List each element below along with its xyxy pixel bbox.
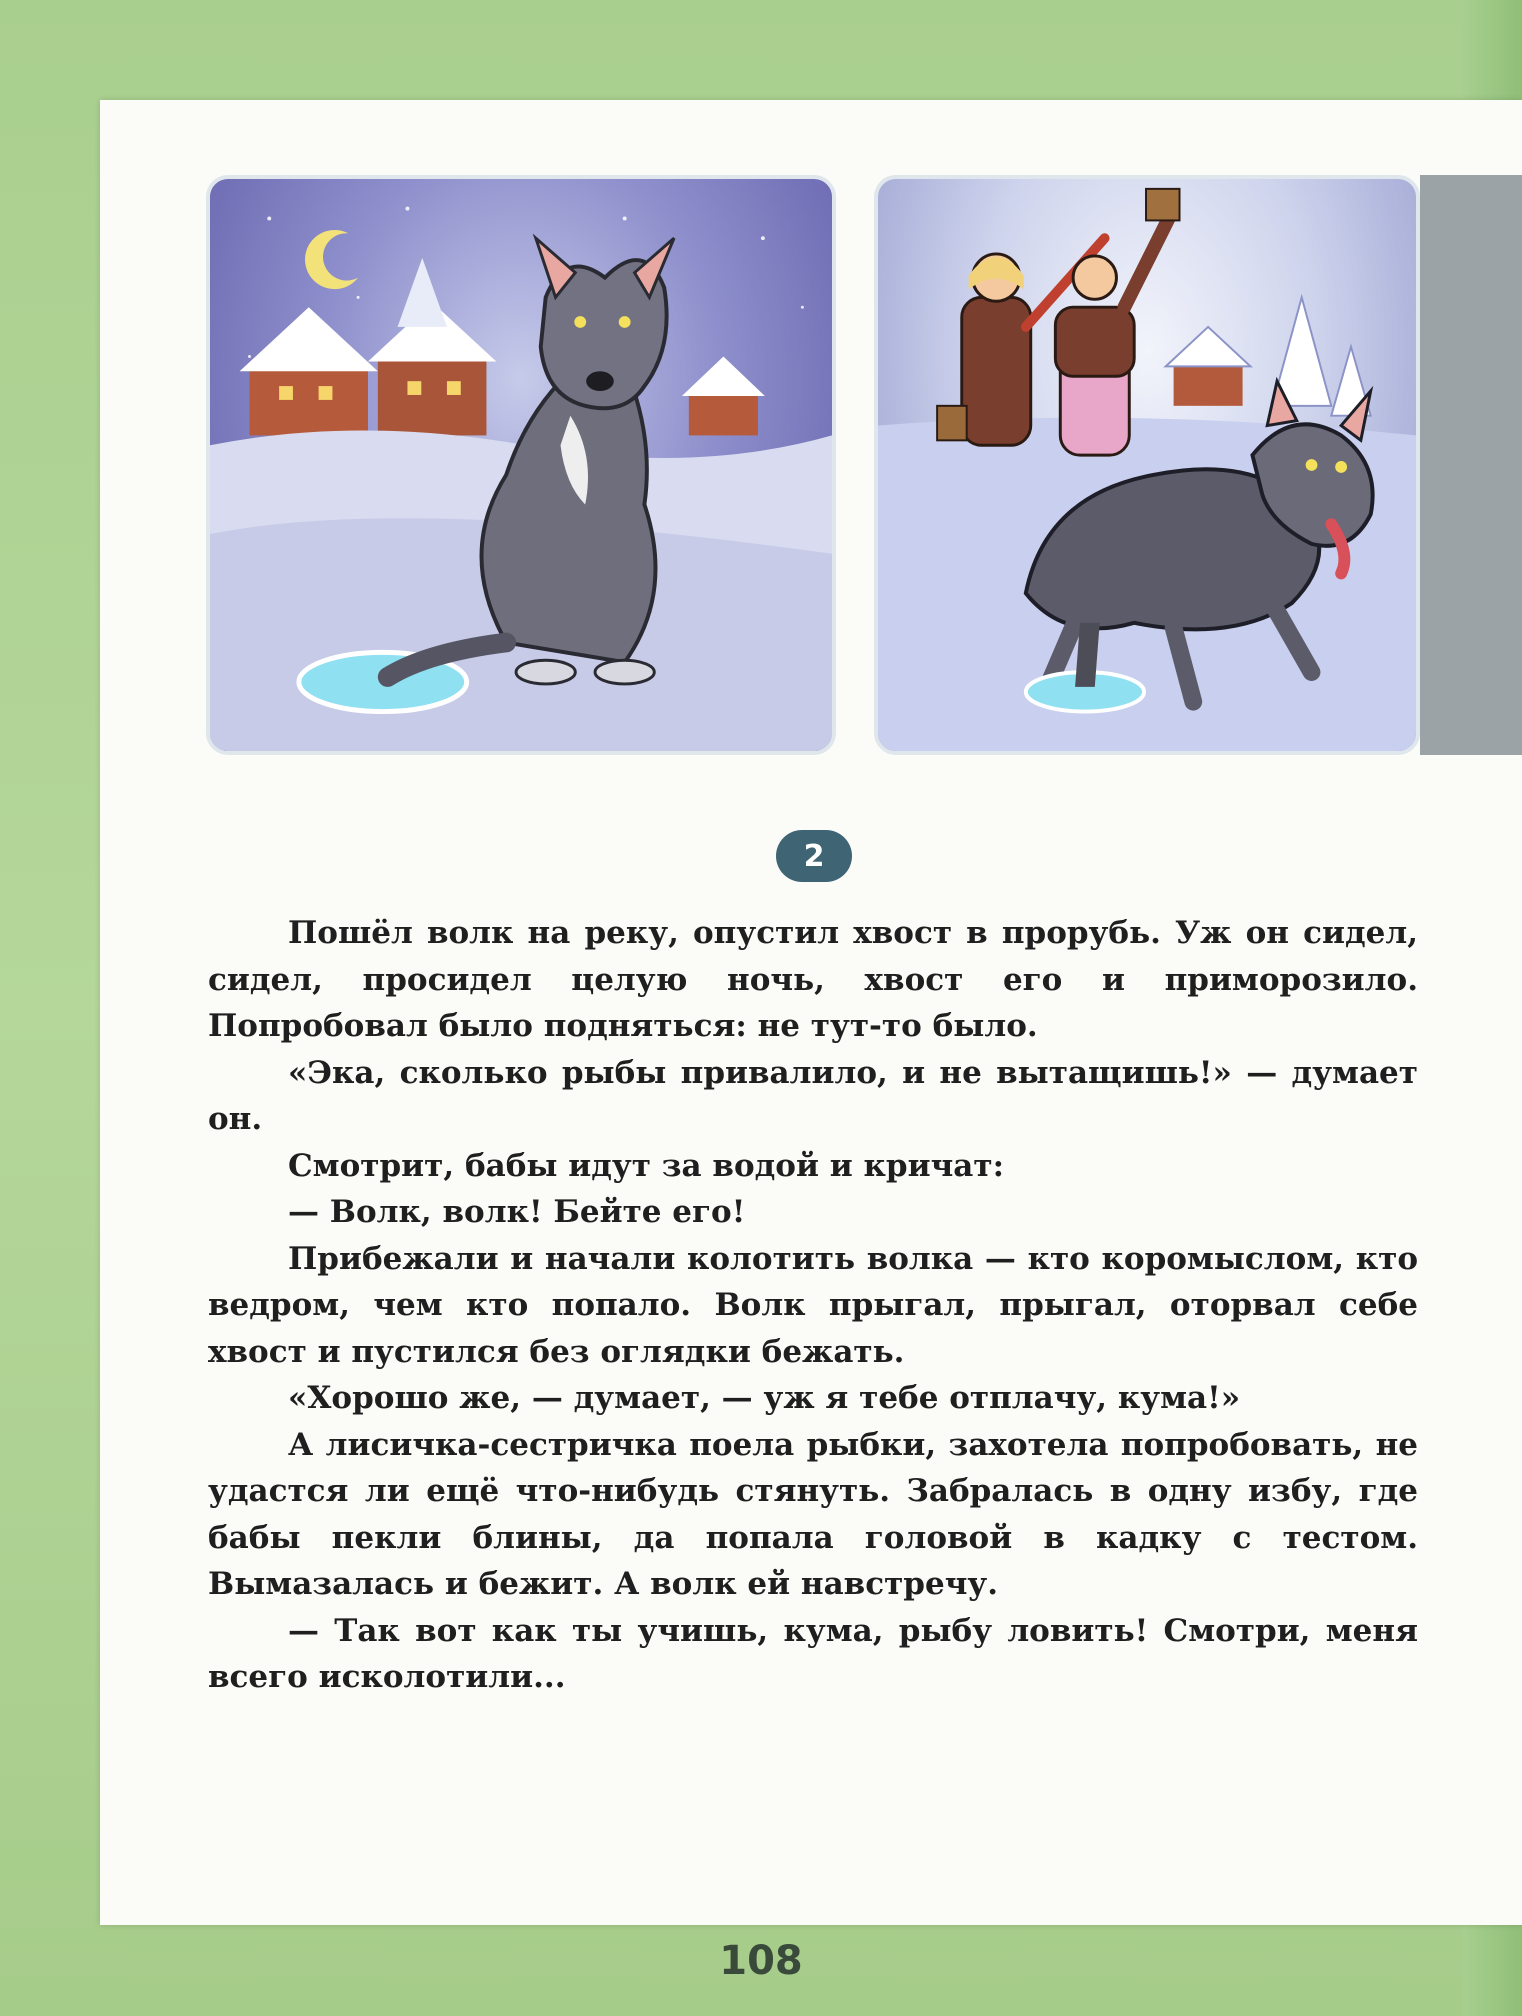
paragraph: Пошёл волк на реку, опустил хвост в прорубь. Уж он сидел, сидел, просидел целую ночь, хвост его и приморозило. Попробовал было подняться: не тут-то было. <box>208 915 1418 1044</box>
wolf-ice-hole-night-illustration <box>206 175 836 755</box>
women-beating-wolf-illustration <box>874 175 1420 755</box>
paragraph: Прибежали и начали колотить волка — кто коромыслом, кто ведром, чем кто попало. Волк прыгал, прыгал, оторвал себе хвост и пустился без оглядки бежать. <box>208 1240 1418 1370</box>
gray-strip <box>1420 175 1522 755</box>
paragraph: — Волк, волк! Бейте его! <box>288 1194 746 1230</box>
paragraph: А лисичка-сестричка поела рыбки, захотела попробовать, не удастся ли ещё что-нибудь стянуть. Забралась в одну избу, где бабы пекли блины, да попала головой в кадку с тестом. Вымазалась и бежит. А волк ей навстречу. <box>208 1426 1418 1602</box>
paragraph: «Хорошо же, — думает, — уж я тебе отплачу, кума!» <box>288 1380 1241 1416</box>
paragraph: «Эка, сколько рыбы привалило, и не вытащишь!» — думает он. <box>208 1054 1418 1137</box>
paragraph: Смотрит, бабы идут за водой и кричат: <box>288 1147 1005 1184</box>
paragraph: — Так вот как ты учишь, кума, рыбу ловить! Смотри, меня всего исколотили... <box>208 1612 1418 1695</box>
page-number: 108 <box>719 1938 803 1984</box>
section-number-badge: 2 <box>776 830 852 882</box>
story-text <box>208 910 1418 1701</box>
